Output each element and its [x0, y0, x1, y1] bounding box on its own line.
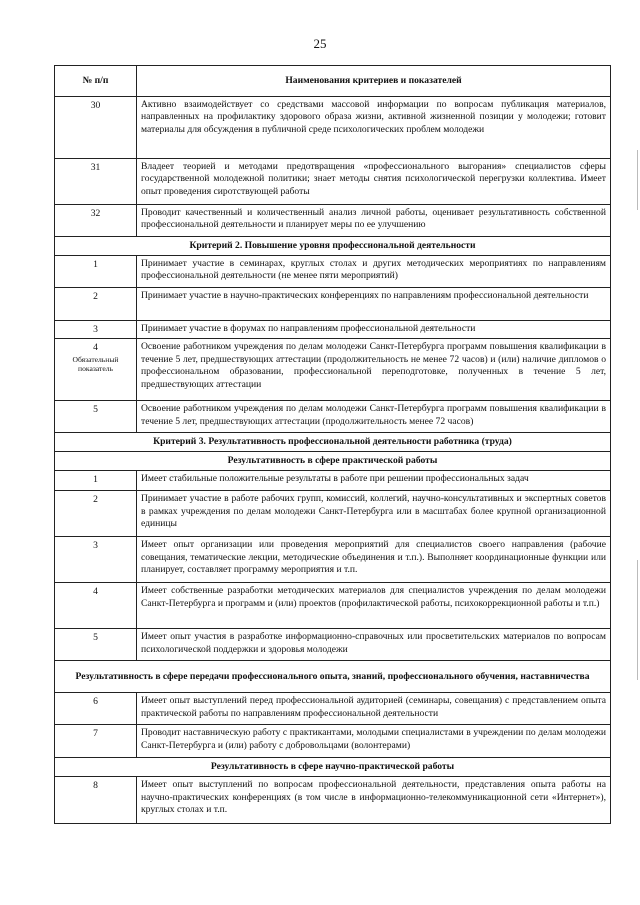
criterion-text: Имеет опыт выступлений по вопросам профессиональной деятельности, представления опыта работы на научно-практических конференциях (в том числе в информационно-телекоммуникационной сети «Интернет»), круглых столах и т.п.: [137, 777, 611, 824]
section-heading: Результативность в сфере научно-практической работы: [55, 758, 611, 777]
row-number: 2: [93, 494, 98, 506]
criterion-text: Владеет теорией и методами предотвращения «профессионального выгорания» специалистов сферы государственной молодежной политики; знает методы снятия психологической перегрузки коллектива. Имеет опыт проведения сиротствующей работы: [137, 159, 611, 205]
criterion-text: Проводит качественный и количественный анализ личной работы, оценивает результативность собственной профессиональной деятельности и планирует меры по ее улучшению: [137, 205, 611, 237]
section-heading: Результативность в сфере передачи профессионального опыта, знаний, профессионального обучения, наставничества: [55, 661, 611, 693]
row-number: 5: [93, 632, 98, 644]
criterion-text: Имеет стабильные положительные результаты в работе при решении профессиональных задач: [137, 471, 611, 491]
row-number-cell: [55, 401, 137, 433]
row-number: 4: [93, 586, 98, 598]
criterion-text: Принимает участие в форумах по направлениям профессиональной деятельности: [137, 321, 611, 339]
row-number-cell: [55, 288, 137, 321]
table-row: [55, 256, 611, 288]
criterion-text: Освоение работником учреждения по делам молодежи Санкт-Петербурга программ повышения квалификации в течение 5 лет, предшествующих аттестации (продолжительность не менее 72 часов) и (или) наличие дипломов о профессиональном образовании, профессиональной переподготовке, полученных в течение 5 лет, предшествующих аттестации: [137, 339, 611, 401]
section-heading-row: [55, 237, 611, 256]
table-header-row: [55, 66, 611, 97]
row-number: 1: [93, 474, 98, 486]
row-number-cell: [55, 97, 137, 159]
criterion-text: Имеет опыт организации или проведения мероприятий для специалистов своего направления (рабочие совещания, тематические лекции, методические объединения и т.п.). Выполняет координационные функции или планирует, составляет программу мероприятия и т.п.: [137, 537, 611, 583]
table-row: [55, 321, 611, 339]
row-number-cell: [55, 777, 137, 824]
table-row: [55, 205, 611, 237]
column-header-criteria: Наименования критериев и показателей: [137, 66, 611, 97]
row-number-cell: [55, 321, 137, 339]
row-number: 7: [93, 728, 98, 740]
row-number-cell: [55, 491, 137, 537]
table-row: [55, 537, 611, 583]
row-number-cell: [55, 256, 137, 288]
criterion-text: Проводит наставническую работу с практикантами, молодыми специалистами в учреждении по делам молодежи Санкт-Петербурга и (или) работу с добровольцами (волонтерами): [137, 725, 611, 758]
section-heading: Результативность в сфере практической работы: [55, 452, 611, 471]
mandatory-indicator-note: Обязательный показатель: [72, 354, 119, 373]
row-number-cell: [55, 583, 137, 629]
table-row: [55, 339, 611, 401]
criteria-table: [54, 65, 611, 824]
row-number-cell: [55, 205, 137, 237]
page-number: 25: [313, 36, 327, 51]
section-heading-row: [55, 433, 611, 452]
section-heading-row: [55, 452, 611, 471]
column-header-number: № п/п: [55, 66, 137, 97]
criterion-text: Принимает участие в работе рабочих групп, комиссий, коллегий, научно-консультативных и экспертных советов в рамках учреждения по делам молодежи Санкт-Петербурга или в масштабах более крупной организационной единицы: [137, 491, 611, 537]
row-number: 3: [93, 540, 98, 552]
row-number-cell: [55, 471, 137, 491]
table-row: [55, 777, 611, 824]
row-number: 6: [93, 696, 98, 708]
criterion-text: Имеет опыт выступлений перед профессиональной аудиторией (семинары, совещания) с представлением опыта практической работы по направлениям профессиональной деятельности: [137, 693, 611, 725]
table-row: [55, 725, 611, 758]
table-row: [55, 471, 611, 491]
table-row: [55, 401, 611, 433]
section-heading: Критерий 2. Повышение уровня профессиональной деятельности: [55, 237, 611, 256]
row-number: 4: [93, 342, 98, 354]
criterion-text: Имеет опыт участия в разработке информационно-справочных или просветительских материалов по вопросам психологической поддержки и здоровья молодежи: [137, 629, 611, 661]
row-number: 2: [93, 291, 98, 302]
table-row: [55, 491, 611, 537]
table-row: [55, 288, 611, 321]
section-heading: Критерий 3. Результативность профессиональной деятельности работника (труда): [55, 433, 611, 452]
row-number-cell: [55, 339, 137, 401]
table-row: [55, 159, 611, 205]
table-row: [55, 97, 611, 159]
row-number-cell: [55, 537, 137, 583]
row-number: 32: [90, 208, 101, 219]
criterion-text: Имеет собственные разработки методических материалов для специалистов учреждения по делам молодежи Санкт-Петербурга и программ и (или) проектов (профилактической работы, психокоррекционной работы и т.п.): [137, 583, 611, 629]
row-number-cell: [55, 629, 137, 661]
criterion-text: Активно взаимодействует со средствами массовой информации по вопросам публикация материалов, направленных на профилактику здорового образа жизни, активной жизненной позиции у молодежи; готовит материалы для обсуждения в публичной среде психологических проблем молодежи: [137, 97, 611, 159]
criterion-text: Освоение работником учреждения по делам молодежи Санкт-Петербурга программ повышения квалификации в течение 5 лет, предшествующих аттестации (продолжительность менее 72 часов): [137, 401, 611, 433]
row-number: 1: [93, 259, 98, 270]
scan-margin-line: [637, 150, 638, 210]
row-number-cell: [55, 693, 137, 725]
row-number-cell: [55, 159, 137, 205]
row-number: 5: [93, 404, 98, 416]
table-row: [55, 693, 611, 725]
table-row: [55, 583, 611, 629]
row-number-cell: [55, 725, 137, 758]
section-heading-row: [55, 758, 611, 777]
table-body: [55, 97, 611, 824]
table-row: [55, 629, 611, 661]
row-number: 30: [90, 100, 101, 111]
scan-margin-line: [637, 560, 638, 680]
criteria-table-container: [54, 65, 610, 824]
row-number: 3: [93, 324, 98, 335]
criterion-text: Принимает участие в семинарах, круглых столах и других методических мероприятиях по направлениям профессиональной деятельности (не менее пяти мероприятий): [137, 256, 611, 288]
row-number: 8: [93, 780, 98, 792]
criterion-text: Принимает участие в научно-практических конференциях по направлениям профессиональной деятельности: [137, 288, 611, 321]
section-heading-row: [55, 661, 611, 693]
row-number: 31: [90, 162, 101, 173]
